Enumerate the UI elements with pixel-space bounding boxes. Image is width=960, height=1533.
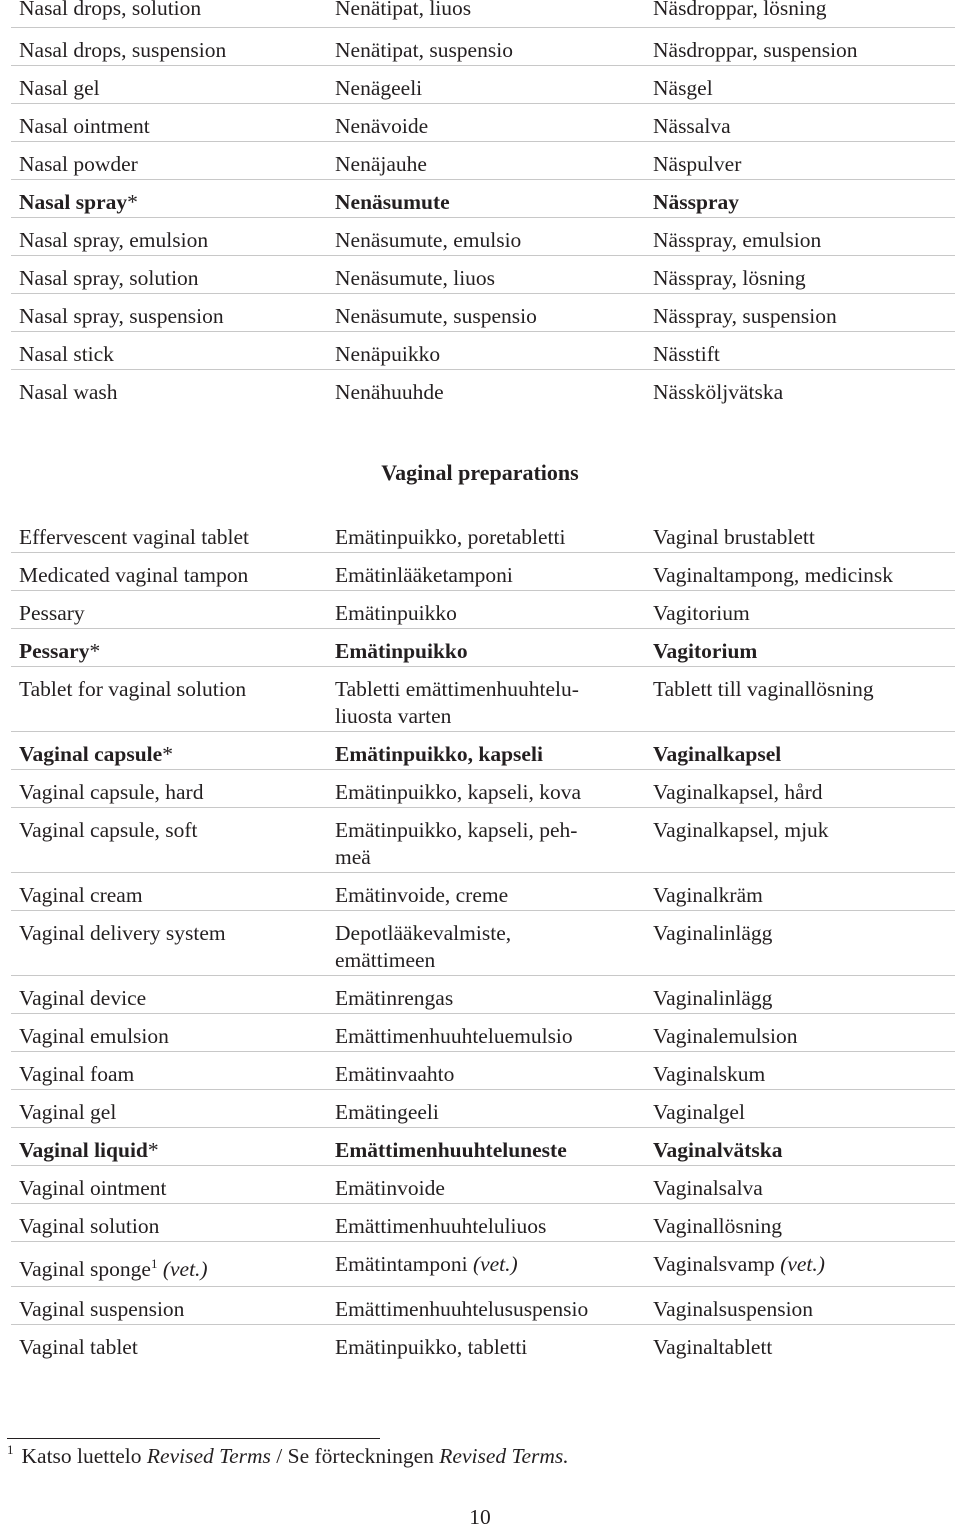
term-english [11, 142, 327, 179]
term-finnish [327, 1166, 645, 1203]
term-swedish [645, 218, 955, 255]
term-text: Emätinvoide [335, 1176, 445, 1200]
term-english [11, 1128, 327, 1165]
term-swedish [645, 370, 955, 408]
term-text: Nasal spray, solution [19, 266, 199, 290]
term-finnish [327, 104, 645, 141]
term-text: Vaginal suspension [19, 1297, 185, 1321]
page-number: 10 [469, 1505, 491, 1529]
term-text: Nasal wash [19, 380, 118, 404]
term-swedish [645, 28, 955, 65]
term-text: Vaginal device [19, 986, 147, 1010]
table-row [11, 256, 955, 294]
term-english [11, 629, 327, 666]
term-text: Nenäpuikko [335, 342, 441, 366]
term-swedish [645, 732, 955, 769]
term-finnish [327, 142, 645, 179]
term-text: Vagitorium [653, 601, 750, 625]
nasal-terms-table [11, 0, 955, 408]
table-row [11, 591, 955, 629]
term-swedish [645, 515, 955, 552]
term-text: Nässpray, emulsion [653, 228, 822, 252]
table-row [11, 911, 955, 976]
table-row [11, 332, 955, 370]
term-text: Vaginalgel [653, 1100, 745, 1124]
term-finnish [327, 911, 645, 975]
term-text: Vaginalskum [653, 1062, 766, 1086]
term-swedish [645, 256, 955, 293]
term-swedish [645, 1128, 955, 1165]
term-english [11, 808, 327, 872]
table-row [11, 66, 955, 104]
term-text: Pessary [19, 639, 90, 663]
term-text: Emätintamponi [335, 1252, 468, 1276]
term-finnish [327, 1128, 645, 1165]
section-title-vaginal: Vaginal preparations [381, 460, 579, 485]
term-finnish [327, 732, 645, 769]
term-text: Vaginal delivery system [19, 921, 226, 945]
table-row [11, 218, 955, 256]
term-text: Nenäsumute, suspensio [335, 304, 537, 328]
term-finnish [327, 1287, 645, 1324]
term-english [11, 873, 327, 910]
term-swedish [645, 1052, 955, 1089]
term-finnish [327, 1204, 645, 1241]
term-swedish [645, 294, 955, 331]
term-text: Näsgel [653, 76, 713, 100]
term-english [11, 332, 327, 369]
term-swedish [645, 770, 955, 807]
term-english [11, 515, 327, 552]
term-swedish [645, 1204, 955, 1241]
asterisk-mark: * [147, 1138, 159, 1162]
term-swedish [645, 976, 955, 1013]
term-text: Emättimenhuuhteluneste [335, 1138, 567, 1162]
table-row [11, 1204, 955, 1242]
term-text: Nasal powder [19, 152, 138, 176]
term-english [11, 1204, 327, 1241]
term-text-line: meä [335, 845, 371, 869]
term-english [11, 591, 327, 628]
term-text: Emätinpuikko, tabletti [335, 1335, 528, 1359]
table-row [11, 370, 955, 408]
term-text: Tablett till vaginallösning [653, 677, 874, 701]
term-text: Vaginalsvamp [653, 1252, 775, 1276]
term-swedish [645, 873, 955, 910]
vet-note: (vet.) [780, 1252, 825, 1276]
term-text: Emättimenhuuhtelususpensio [335, 1297, 589, 1321]
asterisk-mark: * [89, 639, 101, 663]
term-text: Emätinpuikko, poretabletti [335, 525, 566, 549]
term-text: Vaginal capsule, soft [19, 818, 198, 842]
term-text: Emättimenhuuhteluemulsio [335, 1024, 573, 1048]
term-english [11, 218, 327, 255]
term-text: Nenägeeli [335, 76, 423, 100]
term-finnish [327, 256, 645, 293]
term-finnish [327, 808, 645, 872]
table-row [11, 142, 955, 180]
term-finnish [327, 873, 645, 910]
term-swedish [645, 180, 955, 217]
asterisk-mark: * [127, 190, 138, 214]
table-row [11, 1325, 955, 1363]
term-text: Vaginal ointment [19, 1176, 167, 1200]
term-text: Nässpray, suspension [653, 304, 837, 328]
vaginal-terms-table [11, 515, 955, 1363]
term-swedish [645, 332, 955, 369]
term-english [11, 1014, 327, 1051]
term-text: Emätinlääketamponi [335, 563, 513, 587]
term-english [11, 104, 327, 141]
term-english [11, 732, 327, 769]
vet-note: (vet.) [472, 1252, 518, 1276]
term-swedish [645, 0, 955, 27]
term-text: Vaginallösning [653, 1214, 782, 1238]
term-english [11, 553, 327, 590]
term-text: Nässtift [653, 342, 720, 366]
term-text-line: Tabletti emättimenhuuhtelu- [335, 677, 579, 701]
term-english [11, 1090, 327, 1127]
term-text: Nasal spray [19, 190, 128, 214]
term-text: Emätinrengas [335, 986, 454, 1010]
term-finnish [327, 667, 645, 731]
table-row [11, 0, 955, 28]
term-text: Nasal drops, suspension [19, 38, 227, 62]
term-swedish [645, 1325, 955, 1363]
term-swedish [645, 1014, 955, 1051]
term-english [11, 66, 327, 103]
term-finnish [327, 976, 645, 1013]
term-text: Nasal spray, suspension [19, 304, 224, 328]
term-finnish [327, 515, 645, 552]
term-finnish [327, 66, 645, 103]
table-row [11, 28, 955, 66]
term-text: Nässköljvätska [653, 380, 784, 404]
term-text: Vaginal foam [19, 1062, 135, 1086]
term-text: Nässalva [653, 114, 731, 138]
term-english [11, 1287, 327, 1324]
term-text: Vaginalsuspension [653, 1297, 814, 1321]
term-text-line: liuosta varten [335, 704, 452, 728]
term-text: Vagitorium [653, 639, 758, 663]
table-row [11, 104, 955, 142]
term-english [11, 0, 327, 27]
term-english [11, 1242, 327, 1286]
term-text: Nenäsumute [335, 190, 450, 214]
term-finnish [327, 629, 645, 666]
term-text: Vaginal gel [19, 1100, 117, 1124]
footnote-text: Katso luettelo [21, 1444, 142, 1468]
table-row [11, 1287, 955, 1325]
term-text: Vaginaltablett [653, 1335, 773, 1359]
footnote [7, 1444, 569, 1469]
term-finnish [327, 1325, 645, 1363]
term-swedish [645, 104, 955, 141]
asterisk-mark: * [162, 742, 173, 766]
term-text: Vaginal capsule [19, 742, 163, 766]
table-row [11, 1014, 955, 1052]
footnote-italic: Revised Terms [146, 1444, 271, 1468]
footnote-marker: 1 [7, 1442, 14, 1457]
footnote-ref: 1 [150, 1256, 158, 1271]
term-english [11, 1052, 327, 1089]
table-row [11, 1128, 955, 1166]
footnote-italic: Revised Terms. [439, 1444, 569, 1468]
term-finnish [327, 1090, 645, 1127]
term-text: Vaginalsalva [653, 1176, 763, 1200]
table-row [11, 515, 955, 553]
term-text: Vaginalemulsion [653, 1024, 798, 1048]
term-finnish [327, 370, 645, 408]
term-text: Nenävoide [335, 114, 429, 138]
term-text: Emätinpuikko [335, 639, 468, 663]
table-row [11, 873, 955, 911]
term-text: Nasal spray, emulsion [19, 228, 209, 252]
term-text: Emätinpuikko, kapseli, kova [335, 780, 582, 804]
term-text: Vaginal tablet [19, 1335, 138, 1359]
term-english [11, 28, 327, 65]
term-english [11, 976, 327, 1013]
term-finnish [327, 770, 645, 807]
term-text: Vaginal sponge [19, 1257, 151, 1281]
term-english [11, 294, 327, 331]
term-english [11, 370, 327, 408]
term-finnish [327, 1052, 645, 1089]
table-row [11, 1166, 955, 1204]
term-english [11, 911, 327, 975]
table-row [11, 976, 955, 1014]
table-row [11, 808, 955, 873]
term-swedish [645, 1166, 955, 1203]
term-english [11, 770, 327, 807]
term-text: Näsdroppar, suspension [653, 38, 858, 62]
term-text: Nenähuuhde [335, 380, 444, 404]
term-text: Emätinvoide, creme [335, 883, 509, 907]
term-text: Tablet for vaginal solution [19, 677, 247, 701]
table-row [11, 180, 955, 218]
term-text: Vaginal emulsion [19, 1024, 169, 1048]
term-text: Nenätipat, suspensio [335, 38, 513, 62]
term-swedish [645, 1090, 955, 1127]
table-row [11, 732, 955, 770]
term-text: Vaginalinlägg [653, 986, 773, 1010]
table-row [11, 294, 955, 332]
term-text: Vaginalvätska [653, 1138, 783, 1162]
term-text: Pessary [19, 601, 85, 625]
table-row [11, 629, 955, 667]
term-swedish [645, 591, 955, 628]
term-text: Vaginal brustablett [653, 525, 815, 549]
term-text: Medicated vaginal tampon [19, 563, 249, 587]
term-english [11, 1166, 327, 1203]
term-swedish [645, 1287, 955, 1324]
term-text: Nasal gel [19, 76, 100, 100]
term-english [11, 667, 327, 731]
term-text-line: emättimeen [335, 948, 436, 972]
term-text: Vaginal liquid [19, 1138, 148, 1162]
term-finnish [327, 1242, 645, 1286]
term-text: Nasal ointment [19, 114, 150, 138]
term-swedish [645, 911, 955, 975]
table-row [11, 1052, 955, 1090]
term-text: Nässpray, lösning [653, 266, 806, 290]
table-row [11, 1242, 955, 1287]
term-text: Vaginal solution [19, 1214, 160, 1238]
term-english [11, 256, 327, 293]
term-text: Vaginalinlägg [653, 921, 773, 945]
term-text: Vaginalkräm [653, 883, 763, 907]
term-finnish [327, 218, 645, 255]
term-finnish [327, 553, 645, 590]
term-text: Nenäsumute, emulsio [335, 228, 522, 252]
term-swedish [645, 808, 955, 872]
term-text: Emätingeeli [335, 1100, 439, 1124]
term-finnish [327, 28, 645, 65]
term-text: Nasal stick [19, 342, 114, 366]
term-text: Vaginal capsule, hard [19, 780, 204, 804]
term-text: Vaginal cream [19, 883, 143, 907]
term-text: Näspulver [653, 152, 742, 176]
term-text: Emätinpuikko [335, 601, 457, 625]
footnote-text: / Se förteckningen [276, 1444, 434, 1468]
term-english [11, 1325, 327, 1363]
table-row [11, 667, 955, 732]
term-text: Nenäjauhe [335, 152, 427, 176]
table-row [11, 553, 955, 591]
term-text: Emätinvaahto [335, 1062, 455, 1086]
term-finnish [327, 1014, 645, 1051]
vet-note: (vet.) [162, 1257, 208, 1281]
term-text-line: Depotlääkevalmiste, [335, 921, 512, 945]
term-finnish [327, 332, 645, 369]
term-swedish [645, 142, 955, 179]
term-text: Nenätipat, liuos [335, 0, 472, 20]
term-text: Nenäsumute, liuos [335, 266, 496, 290]
term-english [11, 180, 327, 217]
term-swedish [645, 667, 955, 731]
term-text: Nasal drops, solution [19, 0, 202, 20]
footnote-divider [7, 1438, 380, 1439]
term-text: Vaginalkapsel [653, 742, 782, 766]
term-swedish [645, 1242, 955, 1286]
term-text: Nässpray [653, 190, 740, 214]
term-text: Emätinpuikko, kapseli [335, 742, 543, 766]
term-finnish [327, 591, 645, 628]
term-text: Näsdroppar, lösning [653, 0, 827, 20]
term-text-line: Emätinpuikko, kapseli, peh- [335, 818, 578, 842]
term-swedish [645, 66, 955, 103]
term-swedish [645, 629, 955, 666]
term-text: Vaginalkapsel, hård [653, 780, 823, 804]
term-text: Emättimenhuuhteluliuos [335, 1214, 547, 1238]
term-swedish [645, 553, 955, 590]
table-row [11, 770, 955, 808]
table-row [11, 1090, 955, 1128]
term-finnish [327, 180, 645, 217]
term-finnish [327, 294, 645, 331]
term-finnish [327, 0, 645, 27]
term-text: Vaginaltampong, medicinsk [653, 563, 894, 587]
term-text: Vaginalkapsel, mjuk [653, 818, 829, 842]
term-text: Effervescent vaginal tablet [19, 525, 250, 549]
